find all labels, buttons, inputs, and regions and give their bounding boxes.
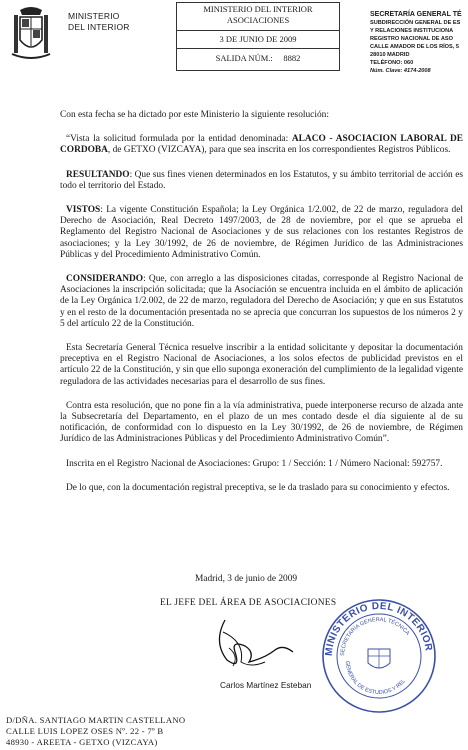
appeal-paragraph: Contra esta resolución, que no pone fin a la vía administrativa, puede interponerse recurso de alzada ante la Subsecretaría del Departamento, en el plazo de un mes contado desde el día siguiente al de su notificación, de conformidad con lo dispuesto en la Ley 30/1992, de 26 de noviembre, de Régimen Jurídico de las Administraciones Públicas y del Procedimiento Administrativo Común”. [60,400,463,445]
svg-text:SECRETARÍA GENERAL TÉCNICA [340,617,411,656]
seal-inner-top-text: SECRETARÍA GENERAL TÉCNICA [339,616,411,657]
seal-inner-bottom-text: GENERAL DE ESTUDIOS Y REL [343,660,407,697]
stamp-date: 3 DE JUNIO DE 2009 [177,31,339,49]
considerando-label: CONSIDERANDO [66,274,144,285]
stamp-exit [177,49,339,68]
vistos-label: VISTOS [66,205,101,216]
vistos-text: : La vigente Constitución Española; la Ley Orgánica 1/2.002, de 22 de marzo, reguladora del Derecho de Asociación, Real Decreto 1497/2003, de 28 de noviembre, por el que se aprueba el Reglamento del Registro Nacional de Asociaciones y de sus relaciones con los restantes Registros de asociaciones; y la Ley 30/1992, de 26 de noviembre, de Régimen Jurídico de las Administraciones Públicas y del Procedimiento Administrativo Común. [60,205,463,260]
registry-stamp [176,2,340,71]
office-line-1: SECRETARÍA GENERAL TÉ [370,11,462,18]
request-text-b: , de GETXO (VIZCAYA), para que sea inscrita en los correspondientes Registros Públicos. [107,145,451,156]
resolution-paragraph: Esta Secretaría General Técnica resuelve inscribir a la entidad solicitante y depositar la documentación preceptiva en el Registro Nacional de Asociaciones, a los solos efectos de publicidad previstos en el artículo 22 de la Constitución, y sin que ello suponga exoneración del cumplimiento de la legalidad vigente reguladora de las actividades necesarias para el desarrollo de sus fines. [60,343,463,387]
resultando-paragraph [60,170,463,192]
office-line-6: 28010 MADRID [370,52,410,58]
stamp-exit-number: 8882 [283,53,301,63]
stamp-title [177,3,339,31]
ministry-heading [68,11,130,33]
signing-date: Madrid, 3 de junio de 2009 [195,574,298,584]
resolution-body [60,110,463,507]
svg-text:GENERAL DE ESTUDIOS Y REL [344,661,407,696]
resultando-text: : Que sus fines vienen determinados en los Estatutos, y su ámbito territorial de acción es todo el territorio del Estado. [60,169,463,191]
office-line-5: CALLE AMADOR DE LOS RÍOS, 5 [370,44,459,50]
office-line-7: TELÉFONO: 060 [370,60,414,66]
coat-of-arms-icon [6,6,56,62]
office-line-3: Y RELACIONES INSTITUCIONA [370,28,454,34]
vistos-paragraph [60,205,463,261]
office-address-block [370,10,462,75]
resultando-label: RESULTANDO [66,169,130,180]
office-key: Núm. Clave: 4174-2008 [370,68,431,74]
request-text-a: “Vista la solicitud formulada por la entidad denominada: [66,134,292,145]
signer-name: Carlos Martínez Esteban [220,680,312,690]
stamp-title-line-1: MINISTERIO DEL INTERIOR [203,4,313,14]
office-line-2: SUBDIRECCIÓN GENERAL DE ES [370,20,461,26]
office-line-4: REGISTRO NACIONAL DE ASO [370,36,453,42]
svg-text:MINISTERIO DEL INTERIOR [324,601,434,656]
intro-paragraph: Con esta fecha se ha dictado por este Ministerio la siguiente resolución: [60,110,329,120]
address-line-3: 48930 - AREETA - GETXO (VIZCAYA) [6,737,158,747]
considerando-text: : Que, con arreglo a las disposiciones citadas, corresponde al Registro Nacional de Asociaciones la inscripción solicitada; que la Asociación se encuentra incluida en el ámbito de aplicación de la Ley Orgánica 1/2.002, de 22 de marzo, reguladora del Derecho de Asociación; y que en sus Estatutos y en el resto de la documentación presentada no se aprecia que concurran los supuestos de los números 2 y 5 del artículo 22 de la Constitución. [60,274,463,329]
stamp-exit-label: SALIDA NÚM.: [215,53,273,63]
ministry-line-1: MINISTERIO [68,11,120,21]
ministry-line-2: DEL INTERIOR [68,22,130,32]
seal-outer-text: MINISTERIO DEL INTERIOR [323,600,434,657]
address-line-1: D/DÑA. SANTIAGO MARTIN CASTELLANO [6,715,186,725]
chief-title: EL JEFE DEL ÁREA DE ASOCIACIONES [160,598,337,608]
handwritten-signature [205,612,300,672]
recipient-address [6,715,185,748]
stamp-title-line-2: ASOCIACIONES [226,15,290,25]
request-paragraph [60,134,463,156]
registration-paragraph: Inscrita en el Registro Nacional de Asociaciones: Grupo: 1 / Sección: 1 / Número Nacional: 592757. [66,458,443,469]
transfer-paragraph: De lo que, con la documentación registral preceptiva, se le da traslado para su conocimiento y efectos. [66,482,450,493]
considerando-paragraph [60,274,463,330]
official-seal-icon [318,597,440,715]
address-line-2: CALLE LUIS LOPEZ OSES Nº. 22 - 7º B [6,726,164,736]
entity-name: ALACO - ASOCIACION LABORAL DE CORDOBA [60,134,464,156]
